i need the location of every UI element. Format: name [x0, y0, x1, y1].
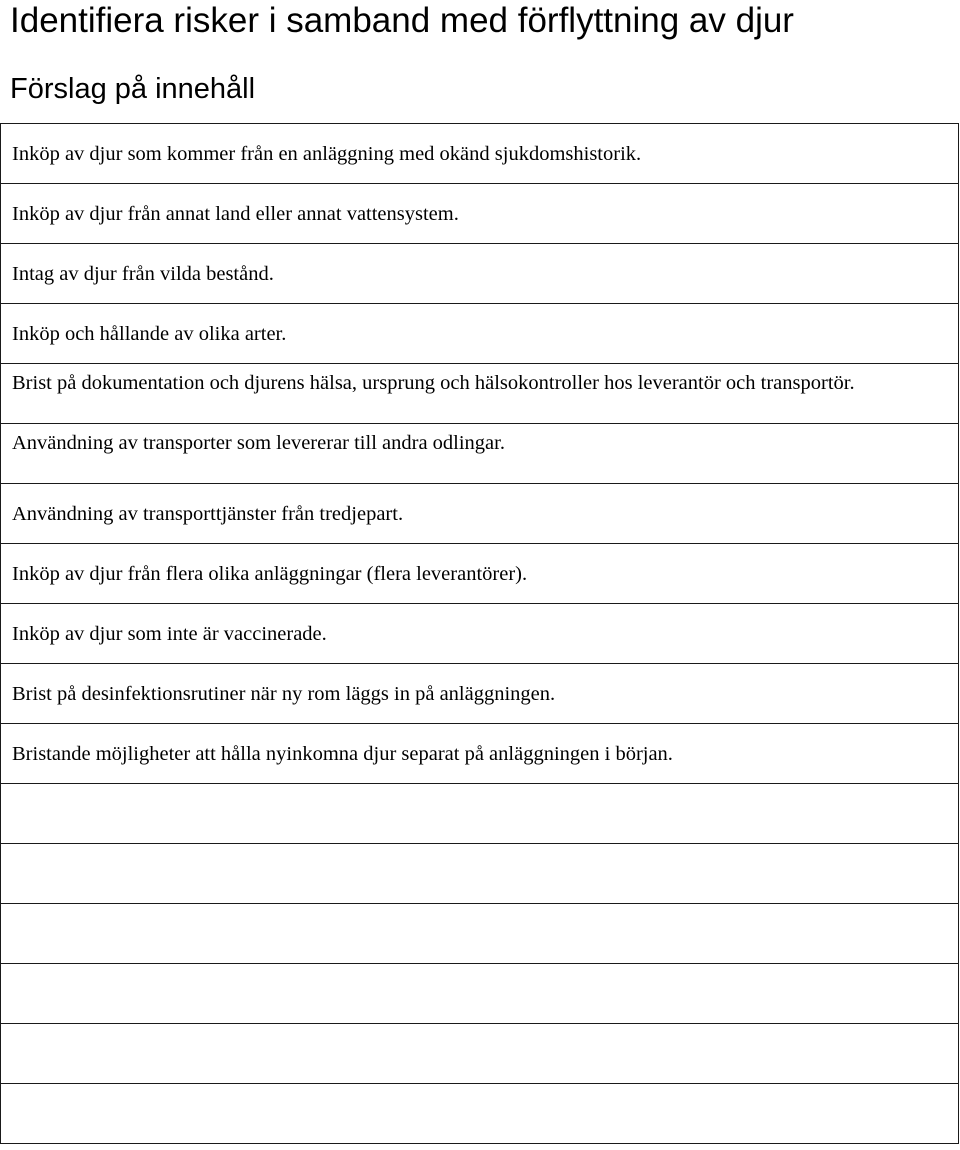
risk-text: [12, 784, 958, 802]
risk-text: [12, 964, 958, 982]
table-row: [1, 184, 959, 244]
table-cell-empty[interactable]: [1, 844, 959, 904]
risk-text: Inköp och hållande av olika arter.: [12, 323, 287, 345]
table-row: [1, 484, 959, 544]
table-cell[interactable]: [1, 304, 959, 364]
table-row-empty: [1, 784, 959, 844]
table-cell[interactable]: [1, 364, 959, 424]
risk-table: [0, 123, 959, 1144]
table-row-empty: [1, 904, 959, 964]
table-row: [1, 124, 959, 184]
table-cell-empty[interactable]: [1, 784, 959, 844]
risk-text: Brist på desinfektionsrutiner när ny rom läggs in på anläggningen.: [12, 683, 556, 705]
table-cell[interactable]: [1, 244, 959, 304]
table-row-empty: [1, 1024, 959, 1084]
table-cell-empty[interactable]: [1, 904, 959, 964]
table-cell[interactable]: [1, 544, 959, 604]
risk-text: Intag av djur från vilda bestånd.: [12, 263, 274, 285]
table-row: [1, 364, 959, 424]
risk-text: [12, 1024, 958, 1042]
risk-text: [12, 1084, 958, 1102]
table-cell[interactable]: [1, 484, 959, 544]
table-cell[interactable]: [1, 724, 959, 784]
table-row: [1, 604, 959, 664]
table-cell[interactable]: [1, 604, 959, 664]
risk-text: Brist på dokumentation och djurens hälsa, ursprung och hälsokontroller hos leverantör och transportör.: [12, 372, 855, 394]
table-cell-empty[interactable]: [1, 1084, 959, 1144]
table-row-empty: [1, 844, 959, 904]
risk-text: [12, 844, 958, 862]
table-row: [1, 424, 959, 484]
risk-text: Inköp av djur som kommer från en anläggning med okänd sjukdomshistorik.: [12, 143, 642, 165]
risk-text: Användning av transporter som levererar till andra odlingar.: [12, 432, 505, 454]
risk-text: Inköp av djur från annat land eller annat vattensystem.: [12, 203, 459, 225]
table-cell-empty[interactable]: [1, 964, 959, 1024]
table-row: [1, 544, 959, 604]
table-row: [1, 724, 959, 784]
table-row-empty: [1, 964, 959, 1024]
table-row: [1, 304, 959, 364]
risk-text: Inköp av djur som inte är vaccinerade.: [12, 623, 327, 645]
risk-text: [12, 904, 958, 922]
table-cell[interactable]: [1, 424, 959, 484]
page-subtitle: Förslag på innehåll: [10, 73, 256, 105]
table-cell[interactable]: [1, 664, 959, 724]
table-row-empty: [1, 1084, 959, 1144]
risk-text: Bristande möjligheter att hålla nyinkomna djur separat på anläggningen i början.: [12, 743, 673, 765]
table-cell[interactable]: [1, 124, 959, 184]
table-row: [1, 664, 959, 724]
risk-text: Användning av transporttjänster från tredjepart.: [12, 503, 404, 525]
table-cell-empty[interactable]: [1, 1024, 959, 1084]
table-cell[interactable]: [1, 184, 959, 244]
page-title: Identifiera risker i samband med förflyttning av djur: [10, 1, 794, 40]
risk-text: Inköp av djur från flera olika anläggningar (flera leverantörer).: [12, 563, 528, 585]
table-row: [1, 244, 959, 304]
